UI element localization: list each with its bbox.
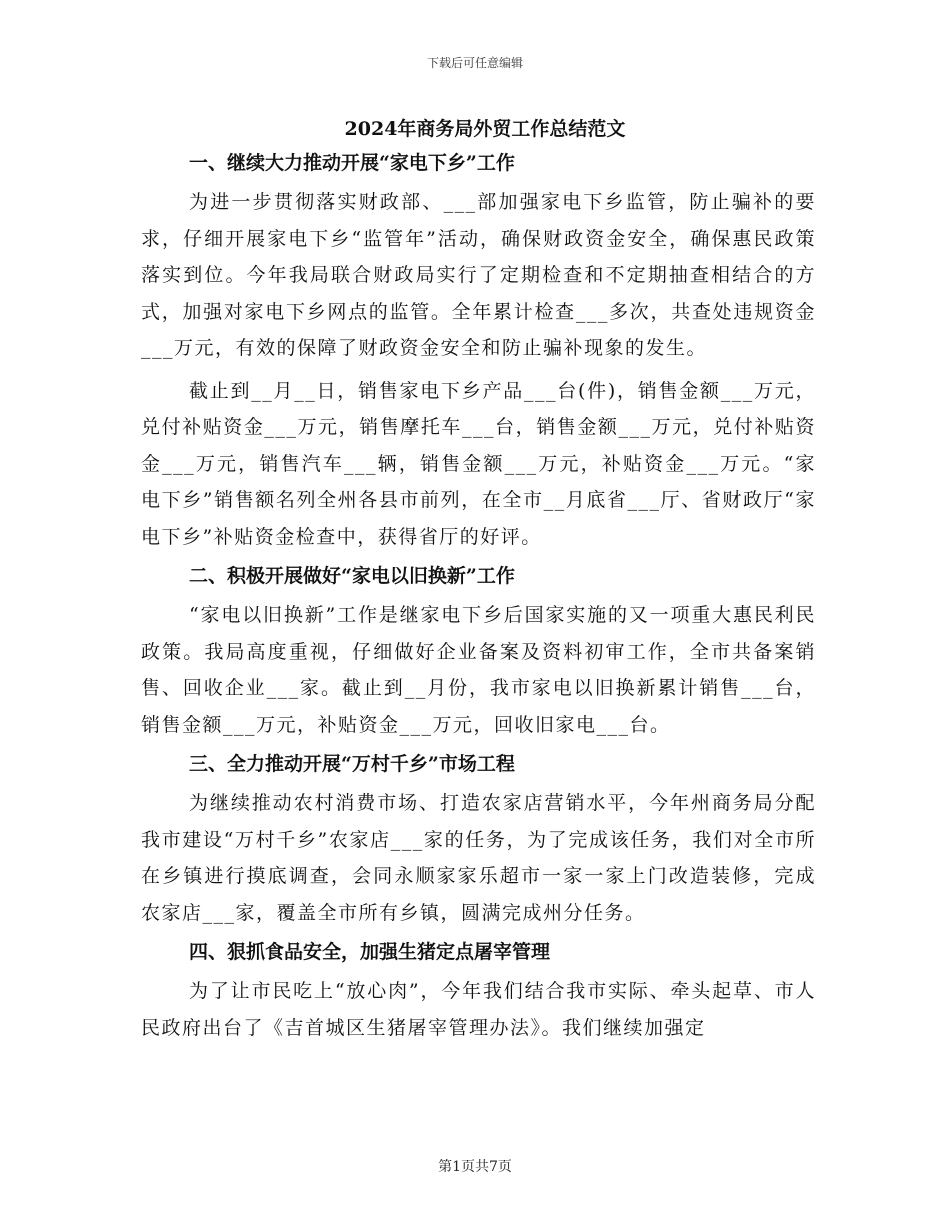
paragraph: “家电以旧换新”工作是继家电下乡后国家实施的又一项重大惠民利民政策。我局高度重视，仔细做好企业备案及资料初审工作，全市共备案销售、回收企业___家。截止到__月份，我市家电以旧换新累计销售___台，销售金额___万元，补贴资金___万元，回收旧家电___台。 [141, 604, 816, 736]
section-heading: 三、全力推动开展“万村千乡”市场工程 [189, 753, 515, 775]
section-heading: 二、积极开展做好“家电以旧换新”工作 [189, 565, 515, 587]
page-footer: 第1页共7页 [438, 1159, 512, 1175]
section-1 [141, 148, 816, 555]
document-body [141, 148, 816, 1052]
paragraph: 为进一步贯彻落实财政部、___部加强家电下乡监管，防止骗补的要求，仔细开展家电下乡“监管年”活动，确保财政资金安全，确保惠民政策落实到位。今年我局联合财政局实行了定期检查和不定期抽查相结合的方式，加强对家电下乡网点的监管。全年累计检查___多次，共查处违规资金___万元，有效的保障了财政资金安全和防止骗补现象的发生。 [141, 191, 816, 359]
paragraph: 为继续推动农村消费市场、打造农家店营销水平，今年州商务局分配我市建设“万村千乡”农家店___家的任务，为了完成该任务，我们对全市所在乡镇进行摸底调查，会同永顺家家乐超市一家一家上门改造装修，完成农家店___家，覆盖全市所有乡镇，圆满完成州分任务。 [141, 792, 816, 924]
document-title: 2024年商务局外贸工作总结范文 [344, 118, 626, 140]
header-note: 下载后可任意编辑 [426, 56, 523, 70]
section-2 [141, 561, 816, 743]
section-heading: 一、继续大力推动开展“家电下乡”工作 [189, 152, 515, 174]
section-heading: 四、狠抓食品安全，加强生猪定点屠宰管理 [189, 941, 551, 963]
section-3 [141, 749, 816, 931]
paragraph: 为了让市民吃上“放心肉”，今年我们结合我市实际、牵头起草、市人民政府出台了《吉首城区生猪屠宰管理办法》。我们继续加强定 [141, 980, 816, 1039]
paragraph: 截止到__月__日，销售家电下乡产品___台(件)，销售金额___万元，兑付补贴资金___万元，销售摩托车___台，销售金额___万元，兑付补贴资金___万元，销售汽车___辆，销售金额___万元，补贴资金___万元。“家电下乡”销售额名列全州各县市前列，在全市__月底省___厅、省财政厅“家电下乡”补贴资金检查中，获得省厅的好评。 [141, 379, 816, 548]
section-4 [141, 937, 816, 1046]
